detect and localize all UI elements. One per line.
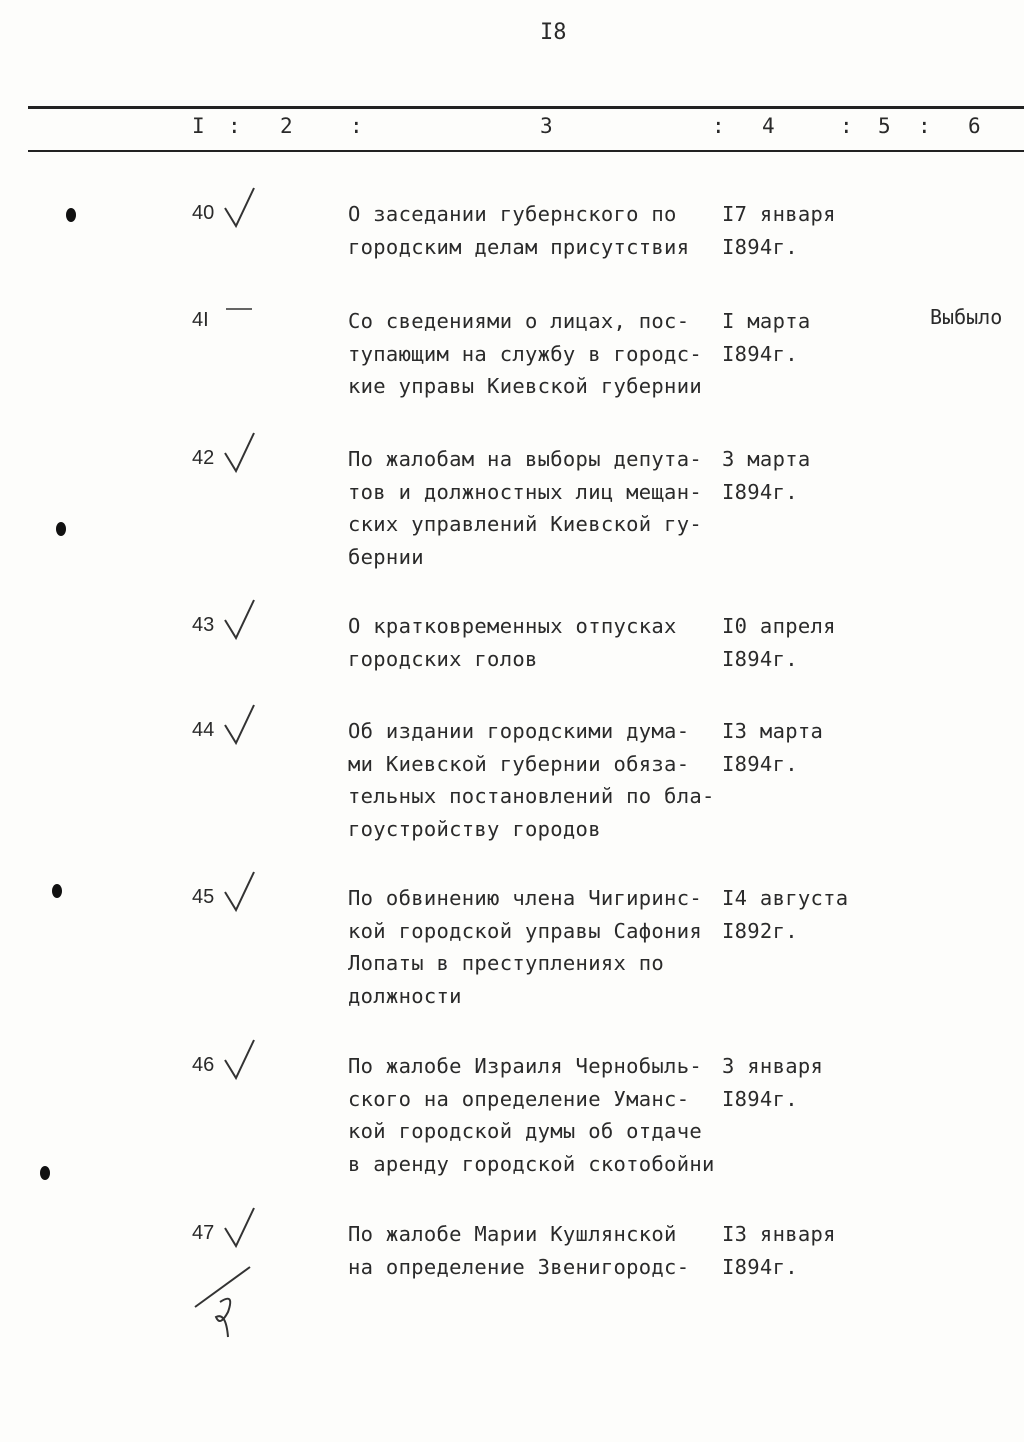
handwritten-mark-icon — [190, 1262, 260, 1342]
case-number: 46 — [192, 1054, 215, 1076]
col-header-3: 3 — [540, 114, 553, 138]
case-date: I3 марта I894г. — [722, 719, 824, 776]
case-description: По обвинению члена Чигиринс- кой городской управы Сафония Лопаты в преступлениях по должности — [348, 886, 702, 1008]
header-bottom-rule — [28, 150, 1024, 152]
check-mark-icon — [222, 1038, 258, 1086]
case-description: По жалобе Марии Кушлянской на определение Звенигородс- — [348, 1222, 690, 1279]
check-mark-icon — [222, 431, 258, 479]
case-date: I3 января I894г. — [722, 1222, 836, 1279]
case-description: Со сведениями о лицах, пос- тупающим на службу в городс- кие управы Киевской губернии — [348, 309, 702, 398]
col-header-4: 4 — [762, 114, 775, 138]
case-description: О заседании губернского по городским делам присутствия — [348, 202, 690, 259]
case-date: I0 апреля I894г. — [722, 614, 836, 671]
case-number: 42 — [192, 447, 215, 469]
case-number: 40 — [192, 202, 215, 224]
case-note: Выбыло — [930, 305, 1003, 329]
col-header-6: 6 — [968, 114, 981, 138]
col-header-2: 2 — [280, 114, 293, 138]
check-mark-icon — [222, 1206, 258, 1254]
case-number: 4I — [192, 309, 209, 331]
page-number: I8 — [540, 20, 567, 45]
check-mark-icon — [222, 703, 258, 751]
punch-hole-mark — [56, 522, 66, 536]
header-top-rule — [28, 106, 1024, 109]
case-description: О кратковременных отпусках городских голов — [348, 614, 677, 671]
dash-mark-icon — [222, 293, 258, 317]
case-date: I7 января I894г. — [722, 202, 836, 259]
col-header-1: I — [192, 114, 205, 138]
punch-hole-mark — [52, 884, 62, 898]
punch-hole-mark — [40, 1166, 50, 1180]
case-date: 3 января I894г. — [722, 1054, 824, 1111]
case-date: I4 августа I892г. — [722, 886, 849, 943]
case-number: 45 — [192, 886, 215, 908]
case-number: 44 — [192, 719, 215, 741]
case-description: По жалобе Израиля Чернобыль- ского на определение Уманс- кой городской думы об отдаче в аренду городской скотобойни — [348, 1054, 715, 1176]
check-mark-icon — [222, 186, 258, 234]
case-description: Об издании городскими дума- ми Киевской губернии обяза- тельных постановлений по бла- гоустройству городов — [348, 719, 715, 841]
case-number: 43 — [192, 614, 215, 636]
case-date: 3 марта I894г. — [722, 447, 811, 504]
col-header-5: 5 — [878, 114, 891, 138]
check-mark-icon — [222, 598, 258, 646]
punch-hole-mark — [66, 208, 76, 222]
check-mark-icon — [222, 870, 258, 918]
case-description: По жалобам на выборы депута- тов и должностных лиц мещан- ских управлений Киевской гу- бернии — [348, 447, 702, 569]
case-number: 47 — [192, 1222, 215, 1244]
case-date: I марта I894г. — [722, 309, 811, 366]
